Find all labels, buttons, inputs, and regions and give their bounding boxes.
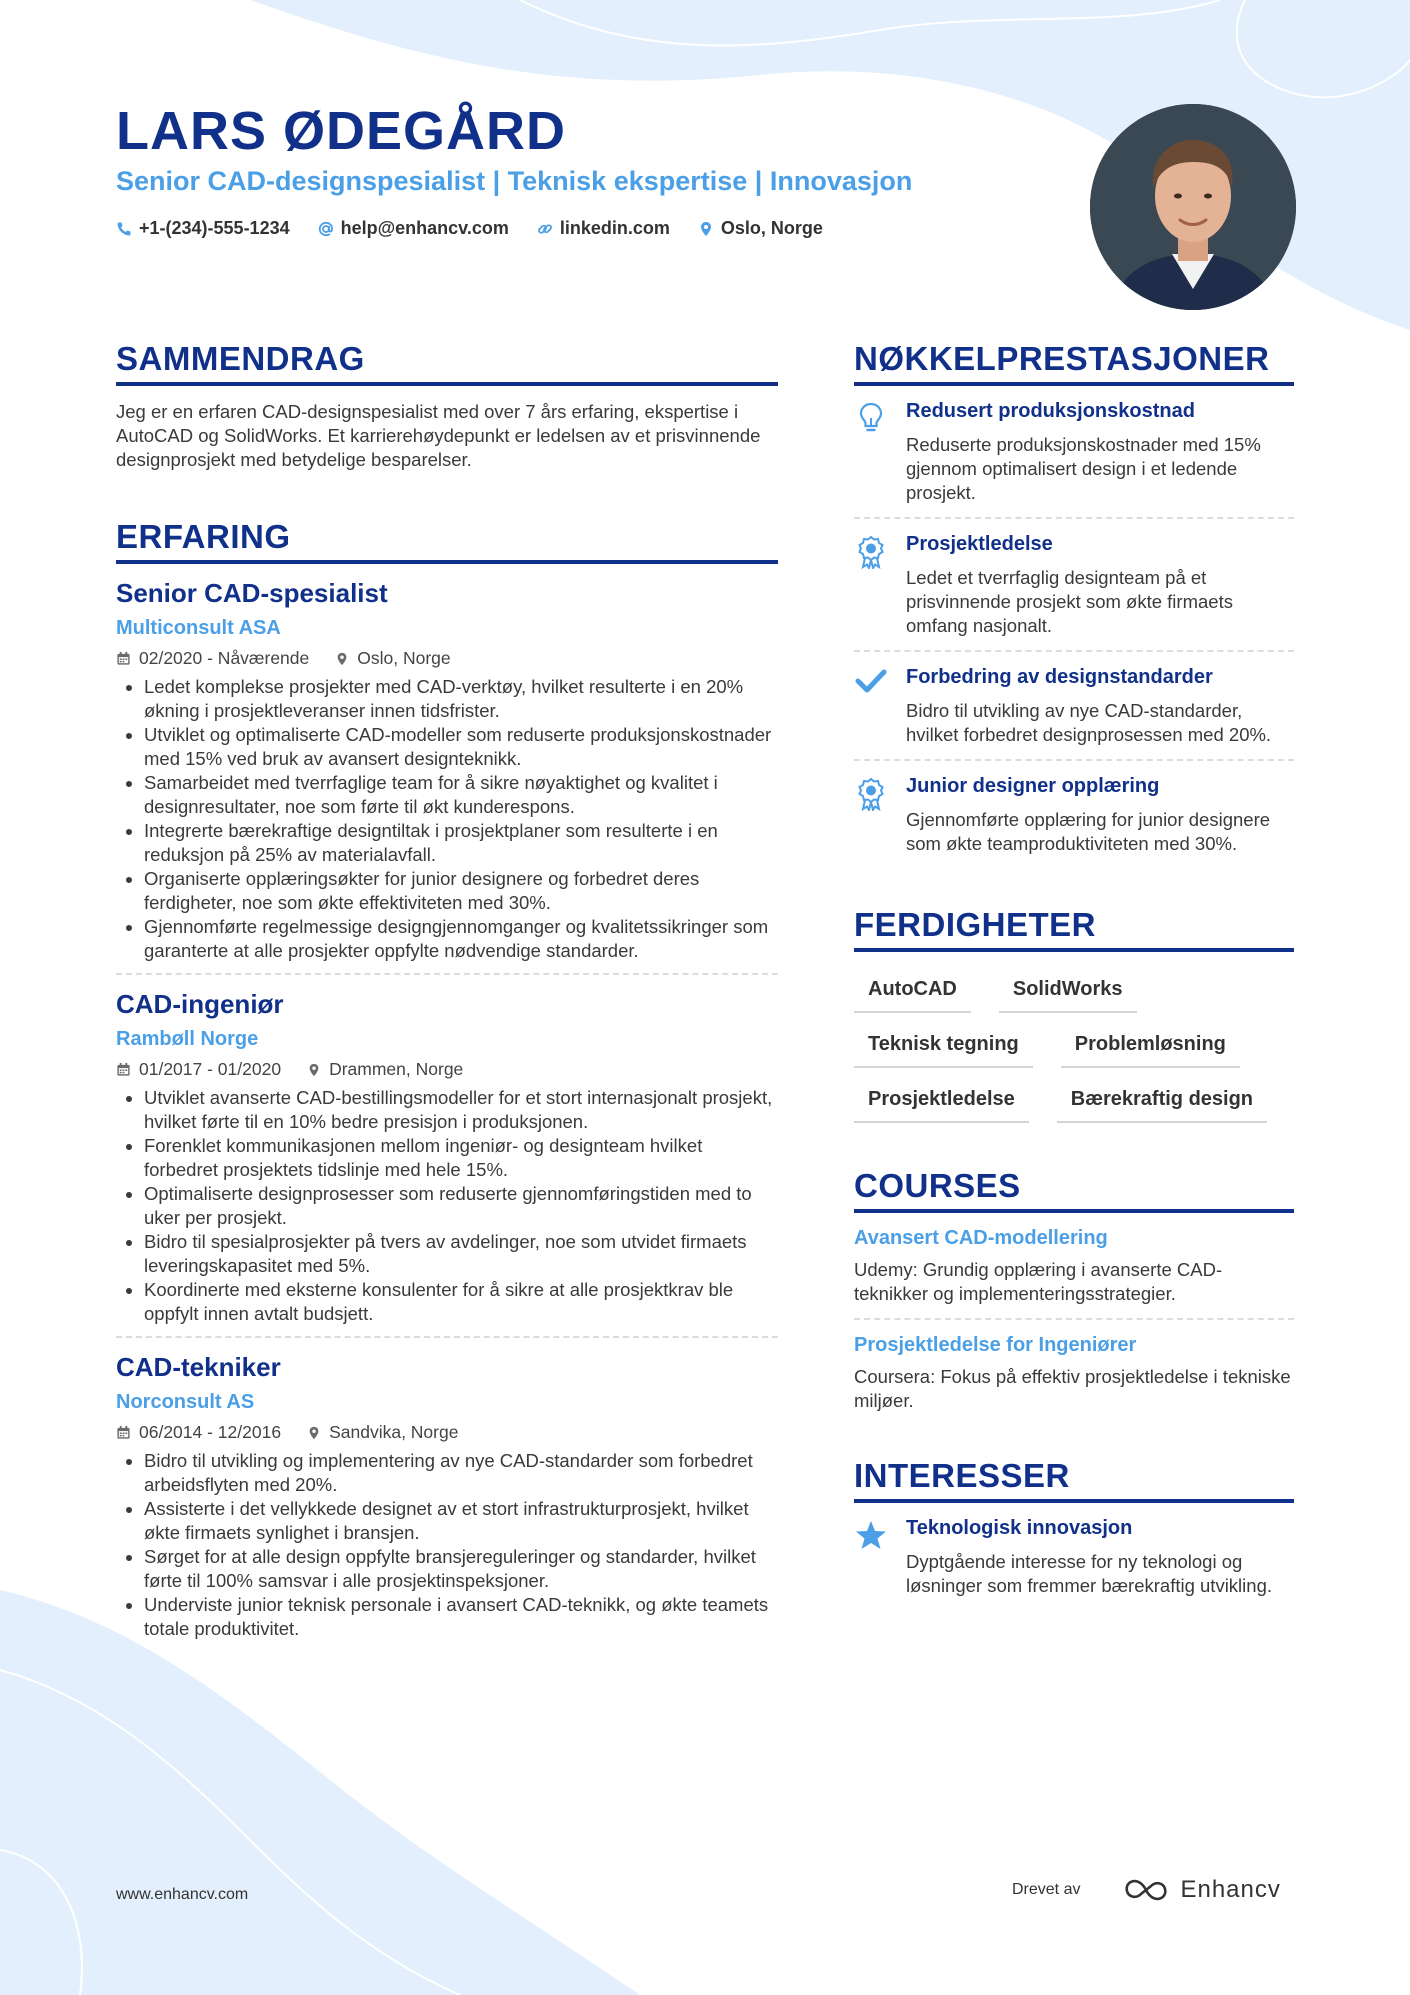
- summary-text: Jeg er en erfaren CAD-designspesialist med over 7 års erfaring, ekspertise i AutoCAD og SolidWorks. Et karrierehøydepunkt er ledelsen av et prisvinnende designprosjekt med betydelige besparelser.: [116, 401, 761, 470]
- achievement-icon-wrap: [854, 666, 888, 747]
- job-meta: [116, 648, 778, 669]
- job-bullet: • Assisterte i det vellykkede designet av et stort infrastrukturprosjekt, hvilket økte firmaets synlighet i bransjen.: [144, 1497, 778, 1545]
- job-dates: 06/2014 - 12/2016: [139, 1422, 282, 1442]
- course-desc: Coursera: Fokus på effektiv prosjektledelse i tekniske miljøer.: [854, 1366, 1291, 1411]
- powered-by-text: Drevet av: [1012, 1881, 1081, 1898]
- job-bullet: • Organiserte opplæringsøkter for junior designere og forbedret deres ferdigheter, noe som økte effektiviteten med 30%.: [144, 867, 778, 915]
- star-icon: [854, 1519, 888, 1551]
- experience-heading: ERFARING: [116, 518, 778, 564]
- achievement-desc: Gjennomførte opplæring for junior designere som økte teamproduktiviteten med 30%.: [906, 809, 1271, 854]
- job-location-item: [307, 1422, 458, 1443]
- phone-text: +1-(234)-555-1234: [139, 218, 290, 238]
- job-bullet: • Underviste junior teknisk personale i avansert CAD-teknikk, og økte teamets totale produktivitet.: [144, 1593, 778, 1641]
- skill-tag: Bærekraftig design: [1057, 1082, 1267, 1123]
- job-location: Sandvika, Norge: [329, 1422, 459, 1442]
- location-icon: [698, 221, 714, 237]
- profile-photo: [1090, 104, 1296, 310]
- achievement-item: [854, 652, 1294, 761]
- achievement-desc: Ledet et tverrfaglig designteam på et prisvinnende prosjekt som økte firmaets omfang nasjonalt.: [906, 567, 1233, 636]
- job-bullet: • Integrerte bærekraftige designtiltak i prosjektplaner som resulterte i en reduksjon på 25% av materialavfall.: [144, 819, 778, 867]
- skills-heading: FERDIGHETER: [854, 906, 1294, 952]
- location-text: Oslo, Norge: [720, 218, 823, 238]
- job-company: Rambøll Norge: [116, 1028, 259, 1050]
- location-icon: [307, 1062, 321, 1078]
- achievement-desc: Bidro til utvikling av nye CAD-standarder, hvilket forbedret designprosessen med 20%.: [906, 700, 1272, 745]
- job-company: Norconsult AS: [116, 1391, 255, 1413]
- location-icon: [335, 651, 349, 667]
- footer-website[interactable]: www.enhancv.com: [116, 1886, 249, 1903]
- job-entry: [116, 578, 778, 975]
- interest-desc: Dyptgående interesse for ny teknologi og løsninger som fremmer bærekraftig utvikling.: [906, 1551, 1272, 1596]
- job-bullets: [116, 1449, 778, 1641]
- skill-tag: Problemløsning: [1061, 1027, 1240, 1068]
- interest-icon-wrap: [854, 1517, 888, 1598]
- job-dates-item: [116, 1059, 281, 1080]
- skill-tag: AutoCAD: [854, 972, 971, 1013]
- section-divider: [116, 973, 778, 975]
- achievement-title: Junior designer opplæring: [906, 775, 1160, 797]
- job-bullet: • Forenklet kommunikasjonen mellom ingeniør- og designteam hvilket forbedret prosjektets tidslinje med hele 15%.: [144, 1134, 778, 1182]
- interests-section: [854, 1457, 1294, 1610]
- job-dates: 02/2020 - Nåværende: [139, 648, 310, 668]
- job-bullet: • Samarbeidet med tverrfaglige team for å sikre nøyaktighet og kvalitet i designresultater, noe som førte til økt kunderespons.: [144, 771, 778, 819]
- interest-title: Teknologisk innovasjon: [906, 1517, 1133, 1539]
- job-location-item: [307, 1059, 463, 1080]
- achievement-body: [906, 775, 1294, 856]
- job-bullet: • Utviklet avanserte CAD-bestillingsmodeller for et stort internasjonalt prosjekt, hvilket førte til en 10% bedre presisjon i produksjonen.: [144, 1086, 778, 1134]
- interest-body: [906, 1517, 1294, 1598]
- interest-item: [854, 1503, 1294, 1610]
- job-dates: 01/2017 - 01/2020: [139, 1059, 282, 1079]
- job-title: CAD-ingeniør: [116, 989, 284, 1019]
- achievement-item: [854, 386, 1294, 519]
- job-bullet: • Gjennomførte regelmessige designgjennomganger og kvalitetssikringer som garanterte at alle prosjekter oppfylte nødvendige standarder.: [144, 915, 778, 963]
- brand-name: Enhancv: [1180, 1876, 1281, 1903]
- achievements-heading: NØKKELPRESTASJONER: [854, 340, 1294, 386]
- achievement-item: [854, 761, 1294, 868]
- job-bullets: [116, 675, 778, 963]
- job-dates-item: [116, 1422, 281, 1443]
- course-title: Avansert CAD-modellering: [854, 1227, 1108, 1249]
- achievement-icon-wrap: [854, 775, 888, 856]
- job-entry: [116, 989, 778, 1338]
- location-icon: [307, 1425, 321, 1441]
- skill-tag: SolidWorks: [999, 972, 1137, 1013]
- calendar-icon: [116, 651, 131, 666]
- job-bullet: • Bidro til utvikling og implementering av nye CAD-standarder som forbedret arbeidsflyten med 20%.: [144, 1449, 778, 1497]
- interests-heading: INTERESSER: [854, 1457, 1294, 1503]
- award-icon: [856, 777, 886, 811]
- skill-tag: Prosjektledelse: [854, 1082, 1029, 1123]
- lightbulb-icon: [858, 402, 884, 434]
- contact-bar: [116, 218, 823, 239]
- course-item: [854, 1320, 1294, 1413]
- course-desc: Udemy: Grundig opplæring i avanserte CAD-teknikker og implementeringsstrategier.: [854, 1259, 1223, 1304]
- award-icon: [856, 535, 886, 569]
- courses-heading: COURSES: [854, 1167, 1294, 1213]
- job-title: Senior CAD-spesialist: [116, 578, 388, 608]
- course-title: Prosjektledelse for Ingeniører: [854, 1334, 1137, 1356]
- skill-tag: Teknisk tegning: [854, 1027, 1033, 1068]
- achievement-item: [854, 519, 1294, 652]
- achievements-section: [854, 340, 1294, 868]
- skills-list: [854, 972, 1294, 1123]
- contact-location: [698, 218, 823, 239]
- job-bullets: [116, 1086, 778, 1326]
- calendar-icon: [116, 1425, 131, 1440]
- contact-email[interactable]: [318, 218, 509, 239]
- at-icon: [318, 221, 334, 237]
- job-bullet: • Sørget for at alle design oppfylte bransjereguleringer og standarder, hvilket førte til 100% samsvar i alle prosjektinspeksjoner.: [144, 1545, 778, 1593]
- achievement-desc: Reduserte produksjonskostnader med 15% gjennom optimalisert design i et ledende prosjekt.: [906, 434, 1261, 503]
- candidate-name: LARS ØDEGÅRD: [116, 101, 567, 161]
- calendar-icon: [116, 1062, 131, 1077]
- job-entry: [116, 1352, 778, 1641]
- achievement-body: [906, 400, 1294, 505]
- job-bullet: • Optimaliserte designprosesser som reduserte gjennomføringstiden med to uker per prosjekt.: [144, 1182, 778, 1230]
- summary-section: [116, 340, 778, 472]
- email-text: help@enhancv.com: [340, 218, 509, 238]
- contact-phone[interactable]: [116, 218, 290, 239]
- job-dates-item: [116, 648, 309, 669]
- candidate-tagline: Senior CAD-designspesialist | Teknisk ekspertise | Innovasjon: [116, 166, 913, 196]
- checkmark-icon: [855, 668, 887, 694]
- achievement-title: Forbedring av designstandarder: [906, 666, 1213, 688]
- job-bullet: • Koordinerte med eksterne konsulenter for å sikre at alle prosjektkrav ble oppfylt innen avtalt budsjett.: [144, 1278, 778, 1326]
- achievement-title: Redusert produksjonskostnad: [906, 400, 1195, 422]
- courses-section: [854, 1167, 1294, 1413]
- job-bullet: • Bidro til spesialprosjekter på tvers av avdelinger, noe som utvidet firmaets leveringskapasitet med 5%.: [144, 1230, 778, 1278]
- summary-heading: SAMMENDRAG: [116, 340, 778, 386]
- footer-branding: [1012, 1876, 1281, 1904]
- achievement-icon-wrap: [854, 400, 888, 505]
- job-bullet: • Ledet komplekse prosjekter med CAD-verktøy, hvilket resulterte i en 20% økning i prosjektleveranser innen tidsfrister.: [144, 675, 778, 723]
- achievement-body: [906, 666, 1294, 747]
- job-title: CAD-tekniker: [116, 1352, 281, 1382]
- enhancv-logo-icon: [1124, 1877, 1168, 1903]
- contact-linkedin[interactable]: [537, 218, 670, 239]
- job-bullet: • Utviklet og optimaliserte CAD-modeller som reduserte produksjonskostnader med 15% ved bruk av avansert designteknikk.: [144, 723, 778, 771]
- section-divider: [116, 1336, 778, 1338]
- right-column: [854, 340, 1294, 1610]
- achievement-title: Prosjektledelse: [906, 533, 1053, 555]
- job-location: Drammen, Norge: [329, 1059, 464, 1079]
- link-icon: [537, 221, 553, 237]
- skills-section: [854, 906, 1294, 1123]
- left-column: [116, 340, 778, 1641]
- experience-section: [116, 518, 778, 1641]
- achievement-icon-wrap: [854, 533, 888, 638]
- job-meta: [116, 1059, 778, 1080]
- linkedin-text: linkedin.com: [559, 218, 670, 238]
- job-company: Multiconsult ASA: [116, 617, 281, 639]
- job-location-item: [335, 648, 450, 669]
- job-meta: [116, 1422, 778, 1443]
- phone-icon: [116, 221, 132, 237]
- job-location: Oslo, Norge: [357, 648, 451, 668]
- brand-logo[interactable]: [1124, 1876, 1280, 1904]
- achievement-body: [906, 533, 1294, 638]
- course-item: [854, 1213, 1294, 1320]
